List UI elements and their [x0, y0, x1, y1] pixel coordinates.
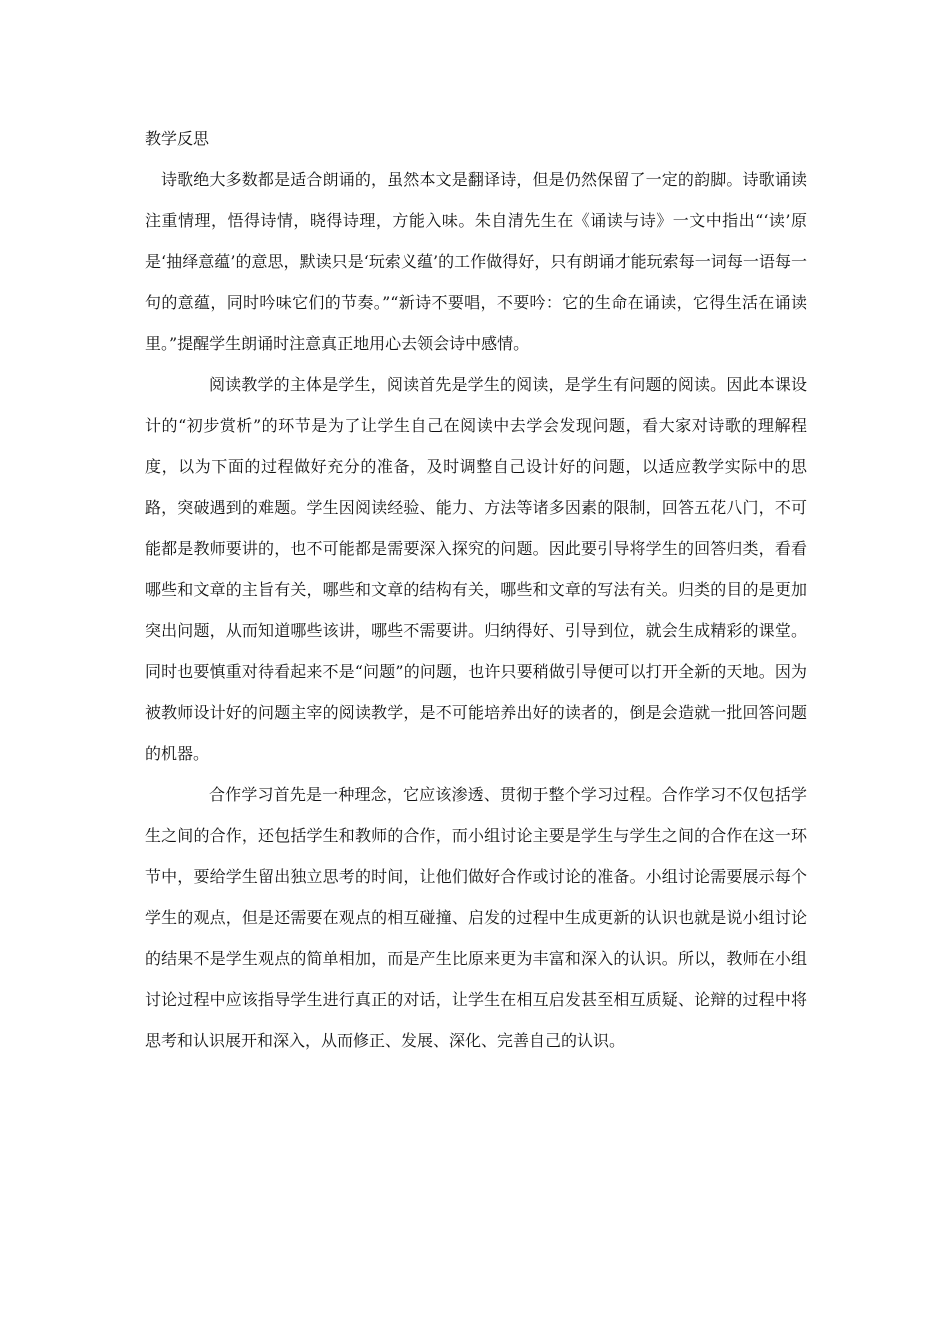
- paragraph-recitation: 诗歌绝大多数都是适合朗诵的，虽然本文是翻译诗，但是仍然保留了一定的韵脚。诗歌诵读注重情理，悟得诗情，晓得诗理，方能入味。朱自清先生在《诵读与诗》一文中指出“‘读’原是‘抽绎意蕴’的意思，默读只是‘玩索义蕴’的工作做得好，只有朗诵才能玩索每一词每一语每一句的意蕴，同时吟味它们的节奏。”“新诗不要唱，不要吟：它的生命在诵读，它得生活在诵读里。”提醒学生朗诵时注意真正地用心去领会诗中感情。: [145, 170, 807, 353]
- paragraph-cooperative-learning: 合作学习首先是一种理念，它应该渗透、贯彻于整个学习过程。合作学习不仅包括学生之间的合作，还包括学生和教师的合作，而小组讨论主要是学生与学生之间的合作在这一环节中，要给学生留出独立思考的时间，让他们做好合作或讨论的准备。小组讨论需要展示每个学生的观点，但是还需要在观点的相互碰撞、启发的过程中生成更新的认识也就是说小组讨论的结果不是学生观点的简单相加，而是产生比原来更为丰富和深入的认识。所以，教师在小组讨论过程中应该指导学生进行真正的对话，让学生在相互启发甚至相互质疑、论辩的过程中将思考和认识展开和深入，从而修正、发展、深化、完善自己的认识。: [145, 785, 807, 1050]
- document-title: 教学反思: [145, 129, 210, 148]
- paragraph-reading-teaching: 阅读教学的主体是学生，阅读首先是学生的阅读，是学生有问题的阅读。因此本课设计的“初步赏析”的环节是为了让学生自己在阅读中去学会发现问题，看大家对诗歌的理解程度，以为下面的过程做好充分的准备，及时调整自己设计好的问题，以适应教学实际中的思路，突破遇到的难题。学生因阅读经验、能力、方法等诸多因素的限制，回答五花八门，不可能都是教师要讲的，也不可能都是需要深入探究的问题。因此要引导将学生的回答归类，看看哪些和文章的主旨有关，哪些和文章的结构有关，哪些和文章的写法有关。归类的目的是更加突出问题，从而知道哪些该讲，哪些不需要讲。归纳得好、引导到位，就会生成精彩的课堂。同时也要慎重对待看起来不是“问题”的问题，也许只要稍做引导便可以打开全新的天地。因为被教师设计好的问题主宰的阅读教学，是不可能培养出好的读者的，倒是会造就一批回答问题的机器。: [145, 375, 807, 763]
- document-page: [145, 118, 807, 1061]
